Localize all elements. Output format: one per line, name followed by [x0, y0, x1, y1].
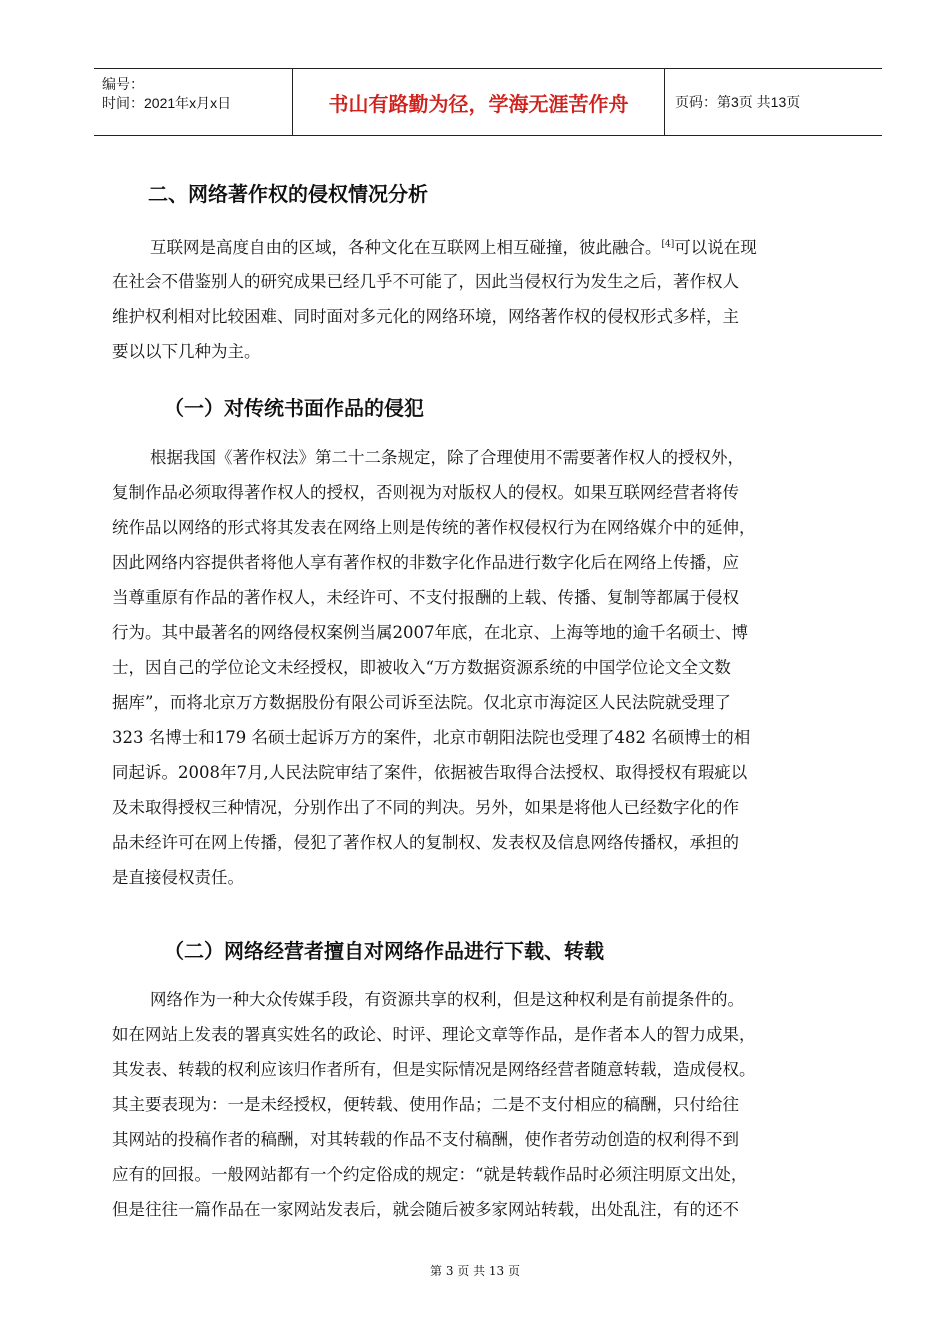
header-meta [94, 69, 293, 135]
paragraph-line: 323 名博士和179 名硕士起诉万方的案件，北京市朝阳法院也受理了482 名硕博士的相 [112, 728, 751, 747]
subsection-title: （一）对传统书面作品的侵犯 [164, 396, 424, 420]
paragraph-line: 统作品以网络的形式将其发表在网络上则是传统的著作权侵权行为在网络媒介中的延伸， [112, 518, 756, 537]
paragraph-line: 当尊重原有作品的著作权人，未经许可、不支付报酬的上载、传播、复制等都属于侵权 [112, 588, 739, 607]
paragraph-line: 如在网站上发表的署真实姓名的政论、时评、理论文章等作品，是作者本人的智力成果， [112, 1025, 756, 1044]
citation-ref: [4] [661, 239, 675, 250]
paragraph-line: 品未经许可在网上传播，侵犯了著作权人的复制权、发表权及信息网络传播权，承担的 [112, 833, 739, 852]
page-header [94, 68, 882, 136]
paragraph-line: 其发表、转载的权利应该归作者所有，但是实际情况是网络经营者随意转载，造成侵权。 [112, 1060, 756, 1079]
paragraph-line: 其网站的投稿作者的稿酬，对其转载的作品不支付稿酬，使作者劳动创造的权利得不到 [112, 1130, 739, 1149]
paragraph-line: 应有的回报。一般网站都有一个约定俗成的规定：“就是转载作品时必须注明原文出处， [112, 1165, 748, 1184]
paragraph-line: 及未取得授权三种情况，分别作出了不同的判决。另外，如果是将他人已经数字化的作 [112, 798, 739, 817]
paragraph-line: 要以以下几种为主。 [112, 342, 261, 361]
paragraph-line: 网络作为一种大众传媒手段，有资源共享的权利，但是这种权利是有前提条件的。 [150, 990, 744, 1009]
paragraph-line: 士，因自己的学位论文未经授权，即被收入“万方数据资源系统的中国学位论文全文数 [112, 658, 731, 677]
section-title: 二、网络著作权的侵权情况分析 [148, 182, 428, 206]
paragraph-line: 其主要表现为：一是未经授权，便转载、使用作品；二是不支付相应的稿酬，只付给往 [112, 1095, 739, 1114]
paragraph-line: 同起诉。2008年7月,人民法院审结了案件，依据被告取得合法授权、取得授权有瑕疵以 [112, 763, 748, 782]
document-time: 时间：2021年x月x日 [102, 95, 232, 111]
paragraph-line: 根据我国《著作权法》第二十二条规定，除了合理使用不需要著作权人的授权外， [150, 448, 744, 467]
paragraph-line: 行为。其中最著名的网络侵权案例当属2007年底，在北京、上海等地的逾千名硕士、博 [112, 623, 748, 642]
paragraph-line: 因此网络内容提供者将他人享有著作权的非数字化作品进行数字化后在网络上传播，应 [112, 553, 739, 572]
paragraph-line: 维护权利相对比较困难、同时面对多元化的网络环境，网络著作权的侵权形式多样，主 [112, 307, 739, 326]
page-footer: 第 3 页 共 13 页 [430, 1264, 520, 1278]
paragraph-line: 在社会不借鉴别人的研究成果已经几乎不可能了，因此当侵权行为发生之后，著作权人 [112, 272, 739, 291]
paragraph-line: 互联网是高度自由的区域，各种文化在互联网上相互碰撞，彼此融合。[4]可以说在现 [150, 238, 757, 257]
subsection-title: （二）网络经营者擅自对网络作品进行下载、转载 [164, 939, 604, 963]
paragraph-line: 据库”，而将北京万方数据股份有限公司诉至法院。仅北京市海淀区人民法院就受理了 [112, 693, 731, 712]
document-number-label: 编号： [102, 76, 144, 92]
paragraph-line: 是直接侵权责任。 [112, 868, 244, 887]
paragraph-line: 复制作品必须取得著作权人的授权，否则视为对版权人的侵权。如果互联网经营者将传 [112, 483, 739, 502]
header-motto: 书山有路勤为径，学海无涯苦作舟 [293, 69, 665, 135]
header-page-info: 页码：第3页 共13页 [675, 94, 801, 110]
paragraph-line: 但是往往一篇作品在一家网站发表后，就会随后被多家网站转载，出处乱注，有的还不 [112, 1200, 739, 1219]
